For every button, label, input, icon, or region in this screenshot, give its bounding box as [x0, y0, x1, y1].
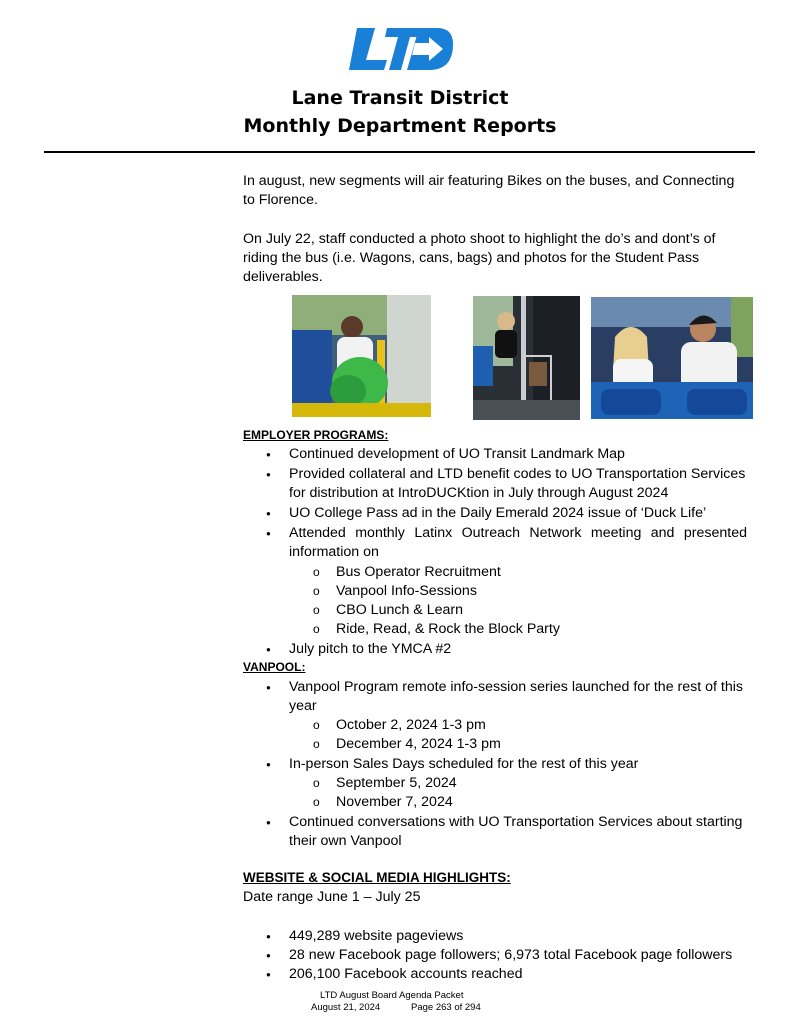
intro-paragraph-1: In august, new segments will air featuring Bikes on the buses, and Connecting to Florence.: [243, 173, 735, 209]
sub-list-item: o December 4, 2024 1-3 pm: [336, 735, 501, 754]
document-title-line2: Monthly Department Reports: [243, 115, 557, 137]
sub-list-item: o CBO Lunch & Learn: [336, 601, 463, 620]
vanpool-heading: VANPOOL:: [243, 660, 306, 674]
header-divider: [44, 151, 755, 153]
list-item: ● Vanpool Program remote info-session series launched for the rest of this year: [289, 678, 747, 716]
sub-list-item: o Vanpool Info-Sessions: [336, 582, 477, 601]
sub-list-item: o Bus Operator Recruitment: [336, 563, 501, 582]
list-item: ● Continued development of UO Transit Landmark Map: [289, 445, 747, 464]
sub-list-item: o October 2, 2024 1-3 pm: [336, 716, 486, 735]
list-item: ● In-person Sales Days scheduled for the rest of this year: [289, 755, 747, 774]
list-item: ● Provided collateral and LTD benefit codes to UO Transportation Services for distribution at IntroDUCKtion in July through August 2024: [289, 465, 747, 503]
employer-programs-heading: EMPLOYER PROGRAMS:: [243, 428, 389, 442]
sub-list-item: o Ride, Read, & Rock the Block Party: [336, 620, 560, 639]
ltd-logo: [349, 28, 453, 70]
list-item: ● 449,289 website pageviews: [289, 927, 747, 946]
list-item: ● UO College Pass ad in the Daily Emerald 2024 issue of ‘Duck Life’: [289, 504, 747, 523]
students-on-bus-photo: [591, 297, 753, 419]
sub-list-item: o September 5, 2024: [336, 774, 457, 793]
sub-list-item: o November 7, 2024: [336, 793, 453, 812]
footer-page-number: Page 263 of 294: [411, 1002, 481, 1013]
footer-packet-title: LTD August Board Agenda Packet: [320, 990, 464, 1001]
document-title-line1: Lane Transit District: [291, 87, 509, 109]
intro-paragraph-2: On July 22, staff conducted a photo shoot to highlight the do’s and dont’s of riding the bus (i.e. Wagons, cans, bags) and photos for the Student Pass deliverables.: [243, 231, 716, 286]
list-item: ● July pitch to the YMCA #2: [289, 640, 747, 659]
list-item: ● 28 new Facebook page followers; 6,973 total Facebook page followers: [289, 946, 747, 965]
website-social-heading: WEBSITE & SOCIAL MEDIA HIGHLIGHTS:: [243, 870, 511, 885]
date-range: Date range June 1 – July 25: [243, 889, 421, 905]
rider-with-bags-photo: [292, 295, 431, 417]
list-item: ● 206,100 Facebook accounts reached: [289, 965, 747, 984]
list-item: ● Continued conversations with UO Transportation Services about starting their own Vanpool: [289, 813, 747, 851]
list-item: ● Attended monthly Latinx Outreach Network meeting and presented information on: [289, 524, 747, 562]
footer-date: August 21, 2024: [311, 1002, 381, 1013]
rider-with-cart-photo: [473, 296, 580, 420]
